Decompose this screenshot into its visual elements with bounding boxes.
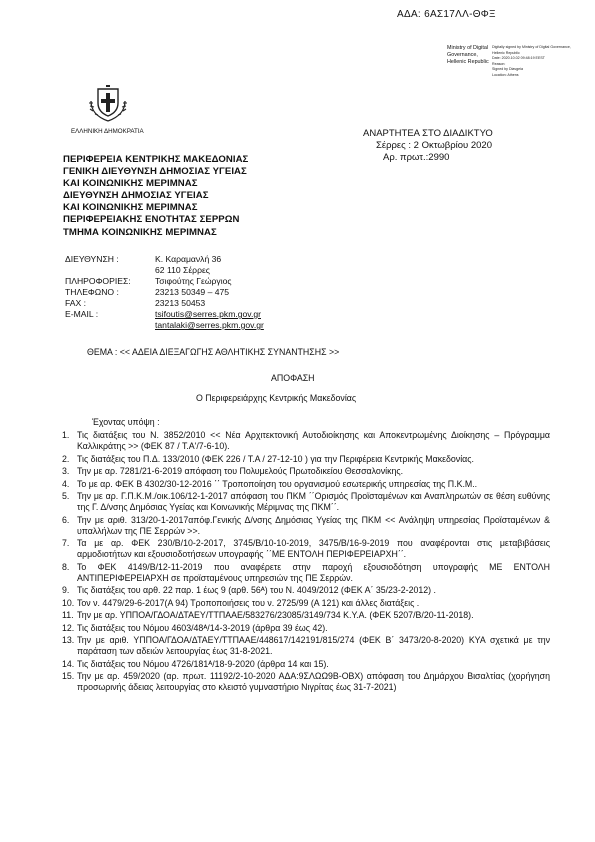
list-item: [62, 538, 550, 560]
list-item-text: Τις διατάξεις του Νόμου 4603/48ᴬ/14-3-2019 (άρθρα 39 έως 42).: [77, 622, 328, 633]
signature-detail-line: Reason:: [492, 61, 506, 66]
list-item-number: 14.: [62, 658, 75, 669]
list-item-number: 9.: [62, 585, 70, 596]
list-item: [62, 515, 550, 537]
list-item: [62, 562, 550, 584]
subject-line: ΘΕΜΑ : << ΑΔΕΙΑ ΔΙΕΞΑΓΩΓΗΣ ΑΘΛΗΤΙΚΗΣ ΣΥΝΑΝΤΗΣΗΣ >>: [87, 347, 340, 357]
email-link-2[interactable]: tantalaki@serres.pkm.gov.gr: [155, 320, 264, 330]
document-date: Σέρρες : 2 Οκτωβρίου 2020: [376, 140, 492, 151]
list-item: [62, 598, 550, 609]
list-item: [62, 585, 550, 596]
list-item: [62, 659, 550, 670]
list-item-number: 10.: [62, 597, 75, 608]
list-item-text: Τα με αρ. ΦΕΚ 230/Β/10-2-2017, 3745/Β/10-10-2019, 3475/Β/16-9-2019 που αναφέρονται στις μεταβιβάσεις αρμοδιοτήτων και εξουσιοδοτήσεων υπογραφής ΄΄ΜΕ ΕΝΤΟΛΗ ΠΕΡΙΦΕΡΕΙΑΡΧΗ΄΄.: [77, 538, 550, 560]
signature-detail-line: Hellenic Republic: [492, 50, 520, 55]
regional-governor-line: Ο Περιφερειάρχης Κεντρικής Μακεδονίας: [196, 393, 357, 403]
list-item-number: 12.: [62, 622, 75, 633]
list-item: [62, 491, 550, 513]
list-item-text: Την με αρ. ΥΠΠΟΑ/ΓΔΟΑ/ΔΤΑΕΥ/ΤΤΠΑΑΕ/583276/23085/3149/734 Κ.Υ.Α. (ΦΕΚ 5207/Β/20-11-2018).: [77, 610, 474, 621]
list-item-number: 15.: [62, 671, 75, 682]
list-item: [62, 454, 550, 465]
list-item-number: 11.: [62, 610, 74, 621]
signature-detail-line: Signed by Diavgeia: [492, 67, 523, 72]
list-item-text: Την με αρ. 459/2020 (αρ. πρωτ. 11192/2-10-2020 ΑΔΑ:9ΣΛΩΩ9Β-ΟΒΧ) απόφαση του Δημάρχου Βισαλτίας (χορήγηση προσωρινής άδειας λειτουργίας στο κλειστό γυμναστήριο Νιγρίτας έως 31-7-2021): [77, 671, 550, 693]
organization-line: ΓΕΝΙΚΗ ΔΙΕΥΘΥΝΣΗ ΔΗΜΟΣΙΑΣ ΥΓΕΙΑΣ: [63, 166, 247, 178]
list-item-number: 5.: [62, 491, 70, 502]
organization-line: ΠΕΡΙΦΕΡΕΙΑΚΗΣ ΕΝΟΤΗΤΑΣ ΣΕΡΡΩΝ: [63, 214, 240, 226]
list-item-text: Το με αρ. ΦΕΚ Β 4302/30-12-2016 ΄΄ Τροποποίηση του οργανισμού εσωτερικής υπηρεσίας της Π.Κ.Μ..: [77, 478, 478, 489]
list-item-text: Τις διατάξεις του Ν. 3852/2010 << Νέα Αρχιτεκτονική Αυτοδιοίκησης και Αποκεντρωμένης Διοίκησης – Πρόγραμμα Καλλικράτης >> (ΦΕΚ 87 / Τ.Α'/7-6-10).: [77, 430, 550, 452]
list-item-text: Το ΦΕΚ 4149/Β/12-11-2019 που αναφέρετε στην παροχή εξουσιοδότηση υπογραφής ΜΕ ΕΝΤΟΛΗ ΑΝΤΙΠΕΡΙΦΕΡΕΙΑΡΧΗ σε προϊσταμένους υπηρεσιών της ΠΕ Σερρών.: [77, 561, 550, 583]
digital-signature-block: [447, 45, 587, 79]
signature-detail-line: Date: 2020.10.02 09:48:19 EEST: [492, 56, 545, 61]
list-item-text: Την με αρ. 7281/21-6-2019 απόφαση του Πολυμελούς Πρωτοδικείου Θεσσαλονίκης.: [77, 466, 404, 477]
email-link-1[interactable]: tsifoutis@serres.pkm.gov.gr: [155, 309, 261, 319]
having-regard-heading: Έχοντας υπόψη :: [92, 417, 160, 427]
list-item: [62, 635, 550, 657]
list-item-number: 1.: [62, 430, 70, 440]
info-label: ΠΛΗΡΟΦΟΡΙΕΣ:: [65, 276, 131, 286]
list-item: [62, 479, 550, 490]
list-item: [62, 623, 550, 634]
organization-line: ΔΙΕΥΘΥΝΣΗ ΔΗΜΟΣΙΑΣ ΥΓΕΙΑΣ: [63, 190, 209, 202]
list-item-number: 7.: [62, 538, 70, 549]
email-label: E-MAIL :: [65, 309, 99, 319]
list-item-number: 3.: [62, 466, 70, 477]
fax-number: 23213 50453: [155, 298, 206, 308]
list-item-text: Τον ν. 4479/29-6-2017(Α 94) Τροποποιήσεις του ν. 2725/99 (Α 121) και άλλες διατάξεις .: [77, 597, 420, 608]
republic-label: ΕΛΛΗΝΙΚΗ ΔΗΜΟΚΡΑΤΙΑ: [71, 128, 144, 135]
signature-detail-line: Digitally signed by Ministry of Digital Governance,: [492, 45, 571, 49]
gov-logo-line: Hellenic Republic: [447, 59, 489, 65]
organization-line: ΚΑΙ ΚΟΙΝΩΝΙΚΗΣ ΜΕΡΙΜΝΑΣ: [63, 178, 198, 190]
contact-person: Τσιφούτης Γεώργιος: [155, 276, 232, 286]
gov-logo-line: Governance,: [447, 52, 478, 58]
organization-line: ΤΜΗΜΑ ΚΟΙΝΩΝΙΚΗΣ ΜΕΡΙΜΝΑΣ: [63, 226, 217, 238]
list-item-text: Τις διατάξεις του Νόμου 4726/181ᴬ/18-9-2020 (άρθρα 14 και 15).: [77, 658, 329, 669]
list-item-text: Την με αρ. Γ.Π.Κ.Μ./οικ.106/12-1-2017 απόφαση του ΠΚΜ ΄΄Ορισμός Προϊσταμένων και Αναπληρωτών σε θέση ευθύνης της Γ. Δ/νσης Δημόσιας Υγείας και Κοινωνικής Μέριμνας της ΠΚΜ΄΄.: [77, 491, 550, 513]
list-item-number: 8.: [62, 561, 70, 572]
list-item: [62, 466, 550, 477]
posting-notice-title: ΑΝΑΡΤΗΤΕΑ ΣΤΟ ΔΙΑΔΙΚΤΥΟ: [363, 128, 493, 139]
signature-detail-line: Location: Athens: [492, 73, 519, 77]
decision-title: ΑΠΟΦΑΣΗ: [271, 373, 315, 383]
postal-code-city: 62 110 Σέρρες: [155, 265, 210, 275]
contact-details: [65, 254, 264, 331]
list-item-number: 13.: [62, 635, 75, 646]
greek-coat-of-arms-icon: [85, 81, 131, 127]
ada-code: ΑΔΑ: 6ΑΣ17ΛΛ-ΘΦΞ: [397, 9, 496, 20]
phone-number: 23213 50349 – 475: [155, 287, 230, 297]
list-item: [62, 671, 550, 693]
address-label: ΔΙΕΥΘΥΝΣΗ :: [65, 254, 119, 264]
list-item: [62, 610, 550, 621]
address-line: Κ. Καραμανλή 36: [155, 254, 222, 264]
list-item-text: Τις διατάξεις του Π.Δ. 133/2010 (ΦΕΚ 226 / Τ.Α / 27-12-10 ) για την Περιφέρεια Κεντρικής Μακεδονίας.: [77, 453, 474, 464]
posting-notice: [363, 128, 493, 164]
list-item-number: 4.: [62, 478, 70, 489]
organization-header: [63, 154, 248, 239]
list-item-text: Τις διατάξεις του αρθ. 22 παρ. 1 έως 9 (αρθ. 56ᴬ) του Ν. 4049/2012 (ΦΕΚ Α΄ 35/23-2-2012) .: [77, 585, 436, 596]
phone-label: ΤΗΛΕΦΩΝΟ :: [65, 287, 119, 297]
legal-references-list: [62, 430, 550, 695]
list-item: [62, 430, 550, 452]
list-item-text: Την με αριθ. ΥΠΠΟΑ/ΓΔΟΑ/ΔΤΑΕΥ/ΤΤΠΑΑΕ/448617/142191/815/274 (ΦΕΚ Β΄ 3473/20-8-2020) ΚΥΑ σχετικά με την παράταση των αδειών λειτουργίας έως 31-8-2021.: [77, 635, 550, 657]
organization-line: ΚΑΙ ΚΟΙΝΩΝΙΚΗΣ ΜΕΡΙΜΝΑΣ: [63, 202, 198, 214]
list-item-number: 2.: [62, 453, 70, 464]
gov-logo-line: Ministry of Digital: [447, 45, 489, 51]
list-item-number: 6.: [62, 514, 70, 525]
fax-label: FAX :: [65, 298, 87, 308]
list-item-text: Την με αριθ. 313/20-1-2017απόφ.Γενικής Δ/νσης Δημόσιας Υγείας της ΠΚΜ << Ανάληψη υπηρεσίας Προϊσταμένων & υπαλλήλων της ΠΕ Σερρών >>.: [77, 514, 550, 536]
organization-line: ΠΕΡΙΦΕΡΕΙΑ ΚΕΝΤΡΙΚΗΣ ΜΑΚΕΔΟΝΙΑΣ: [63, 154, 249, 165]
protocol-number: Αρ. πρωτ.:2990: [383, 152, 450, 163]
